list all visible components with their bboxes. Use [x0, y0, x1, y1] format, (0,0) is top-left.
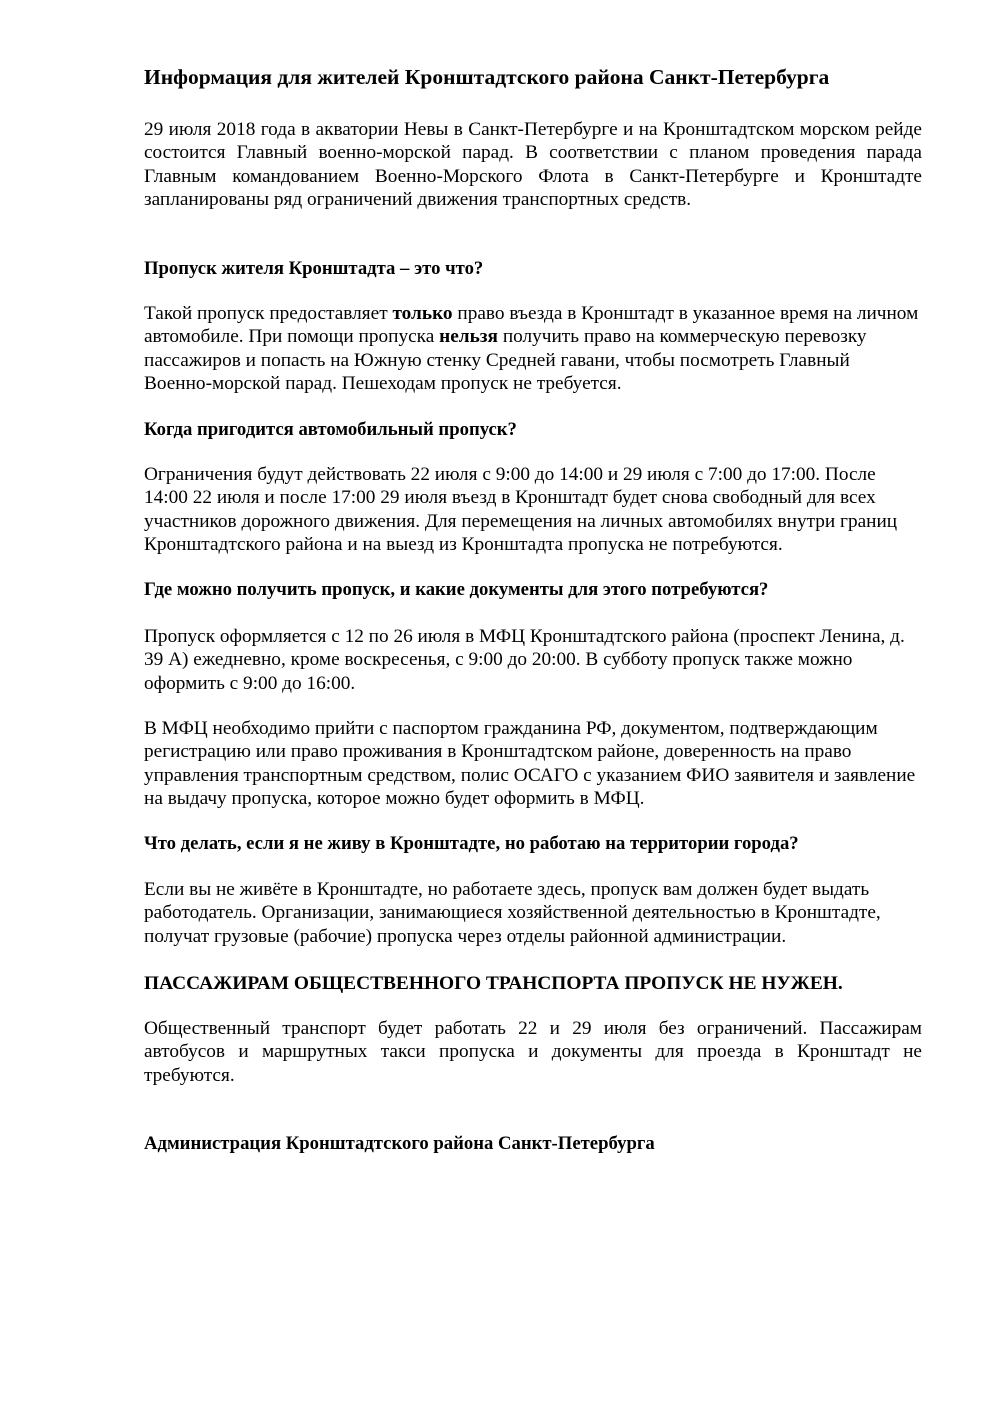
section-heading-when-needed: Когда пригодится автомобильный пропуск?	[144, 419, 517, 440]
section-pass-what-paragraph	[144, 302, 922, 395]
section-work-not-live-paragraph: Если вы не живёте в Кронштадте, но работаете здесь, пропуск вам должен будет выдать работодатель. Организации, занимающиеся хозяйственной деятельностью в Кронштадте, получат грузовые (рабочие) пропуска через отделы районной администрации.	[144, 879, 881, 947]
section-heading-work-not-live: Что делать, если я не живу в Кронштадте, но работаю на территории города?	[144, 833, 799, 854]
intro-paragraph: 29 июля 2018 года в акватории Невы в Санкт-Петербурге и на Кронштадтском морском рейде состоится Главный военно-морской парад. В соответствии с планом проведения парада Главным командованием Военно-Морского Флота в Санкт-Петербурге и Кронштадте запланированы ряд ограничений движения транспортных средств.	[144, 119, 922, 210]
section-heading-pass-what: Пропуск жителя Кронштадта – это что?	[144, 258, 484, 279]
signature: Администрация Кронштадтского района Санкт-Петербурга	[144, 1133, 655, 1154]
bold-emphasis-only: только	[392, 303, 453, 324]
text-span: получить право на коммерческую перевозку пассажиров и попасть на Южную стенку Средней гавани, чтобы посмотреть Главный Военно-морской парад. Пешеходам пропуск не требуется.	[144, 326, 867, 394]
text-span: Такой пропуск предоставляет	[144, 303, 393, 324]
bold-emphasis-cannot: нельзя	[439, 326, 498, 348]
section-public-transport-paragraph: Общественный транспорт будет работать 22 и 29 июля без ограничений. Пассажирам автобусов и маршрутных такси пропуска и документы для проезда в Кронштадт не требуются.	[144, 1018, 922, 1086]
section-heading-public-transport: ПАССАЖИРАМ ОБЩЕСТВЕННОГО ТРАНСПОРТА ПРОПУСК НЕ НУЖЕН.	[144, 973, 843, 994]
section-where-obtain-paragraph-1: Пропуск оформляется с 12 по 26 июля в МФЦ Кронштадтского района (проспект Ленина, д. 39 А) ежедневно, кроме воскресенья, с 9:00 до 20:00. В субботу пропуск также можно оформить с 9:00 до 16:00.	[144, 626, 905, 694]
section-heading-where-obtain: Где можно получить пропуск, и какие документы для этого потребуются?	[144, 579, 769, 600]
section-where-obtain-paragraph-2: В МФЦ необходимо прийти с паспортом гражданина РФ, документом, подтверждающим регистрацию или право проживания в Кронштадтском районе, доверенность на право управления транспортным средством, полис ОСАГО с указанием ФИО заявителя и заявление на выдачу пропуска, которое можно будет оформить в МФЦ.	[144, 718, 916, 809]
section-when-needed-paragraph: Ограничения будут действовать 22 июля с 9:00 до 14:00 и 29 июля с 7:00 до 17:00. После 14:00 22 июля и после 17:00 29 июля въезд в Кронштадт будет снова свободный для всех участников дорожного движения. Для перемещения на личных автомобилях внутри границ Кронштадтского района и на выезд из Кронштадта пропуска не потребуются.	[144, 464, 898, 555]
document-title: Информация для жителей Кронштадтского района Санкт-Петербурга	[144, 65, 830, 89]
text-span: право въезда в Кронштадт в указанное время на личном автомобиле. При помощи пропуска	[144, 303, 919, 348]
